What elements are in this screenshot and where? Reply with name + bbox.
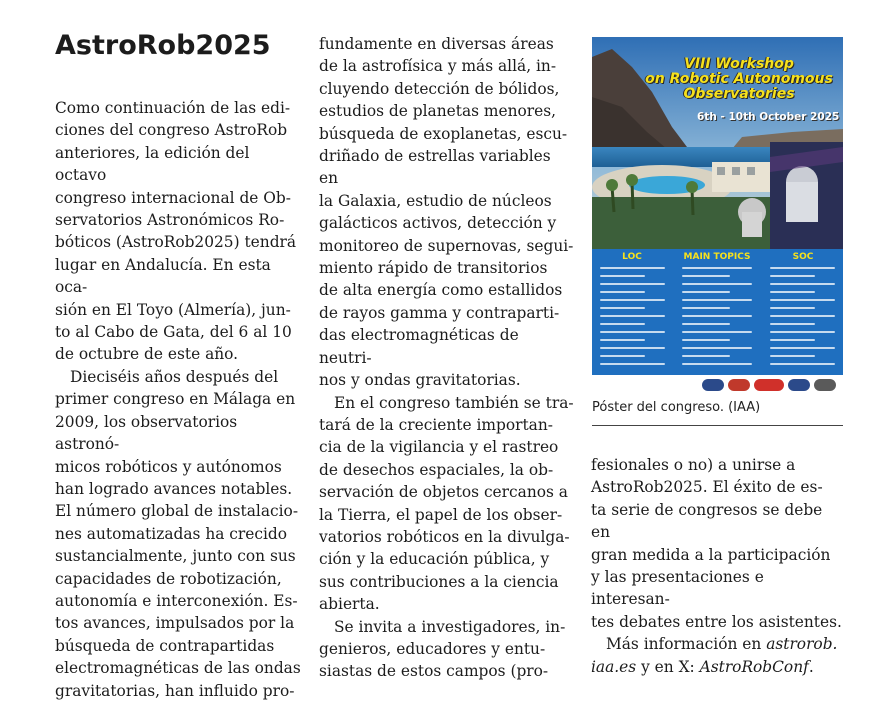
caption-divider: [592, 425, 843, 426]
paragraph-topics: En el congreso también se tra- tará de la creciente importan- cia de la vigilancia y el rastreo de desechos espaciales, la ob- servación de objetos cercanos a la Tierra, el papel de los obser- vatorios robóticos en la divulga- ción y la educación pública, y sus contribuciones a la ciencia abierta.: [319, 393, 574, 614]
x-account-link[interactable]: AstroRobConf: [699, 657, 809, 676]
paragraph-history: Dieciséis años después del primer congreso en Málaga en 2009, los observatorios astronó- micos robóticos y autónomos han logrado avances notables. El número global de instalacio- nes automatizadas ha crecido sustancialmente, junto con sus capacidades de robotización, autonomía e interconexión. Es- tos avances, impulsados por la búsqueda de contrapartidas electromagnéticas de las ondas gravitatorias, han influido pro-: [55, 367, 301, 700]
poster-loc-list: [600, 267, 672, 371]
poster-caption: Póster del congreso. (IAA): [592, 400, 761, 415]
poster-title: VIII Workshop on Robotic Autonomous Observatories: [645, 56, 833, 102]
poster-topics-list: [682, 267, 760, 371]
article-column-1: [55, 97, 301, 702]
institution-logo-icon: [728, 379, 750, 391]
poster-soc-list: [770, 267, 842, 371]
poster-header-soc: SOC: [792, 252, 814, 262]
conference-poster: [592, 37, 843, 396]
article-column-2: [319, 33, 574, 683]
article-column-3: [591, 454, 842, 678]
institution-logo-icon: [788, 379, 810, 391]
csic-logo-icon: [754, 379, 784, 391]
paragraph-invitation: Se invita a investigadores, in- genieros, educadores y entu- siastas de estos campos (pro-: [319, 617, 566, 681]
poster-header-main-topics: MAIN TOPICS: [683, 252, 751, 262]
paragraph-success: fesionales o no) a unirse a AstroRob2025. El éxito de es- ta serie de congresos se debe en gran medida a la participación y las presentaciones e interesan- tes debates entre los asistentes.: [591, 456, 842, 631]
website-link[interactable]: astrorob. iaa.es: [591, 635, 838, 676]
poster-logo-strip: [592, 375, 843, 396]
paragraph-areas: fundamente en diversas áreas de la astrofísica y más allá, in- cluyendo detección de bólidos, estudios de planetas menores, búsqueda de exoplanetas, escu- driñado de estrellas variables en la Galaxia, estudio de núcleos galácticos activos, detección y monitoreo de supernovas, segui- miento rápido de transitorios de alta energía como estallidos de rayos gamma y contraparti- das electromagnéticas de neutri- nos y ondas gravitatorias.: [319, 35, 574, 390]
paragraph-intro: Como continuación de las edi- ciones del congreso AstroRob anteriores, la edición del octavo congreso internacional de Ob- servatorios Astronómicos Ro- bóticos (AstroRob2025) tendrá lugar en Andalucía. En esta oca- sión en El Toyo (Almería), jun- to al Cabo de Gata, del 6 al 10 de octubre de este año.: [55, 99, 297, 364]
poster-dates: 6th - 10th October 2025: [697, 111, 840, 123]
poster-header-loc: LOC: [622, 252, 642, 262]
institution-logo-icon: [702, 379, 724, 391]
institution-logo-icon: [814, 379, 836, 391]
paragraph-more-info: Más información en astrorob. iaa.es y en X: AstroRobConf.: [591, 635, 838, 676]
article-title: AstroRob2025: [55, 30, 271, 61]
